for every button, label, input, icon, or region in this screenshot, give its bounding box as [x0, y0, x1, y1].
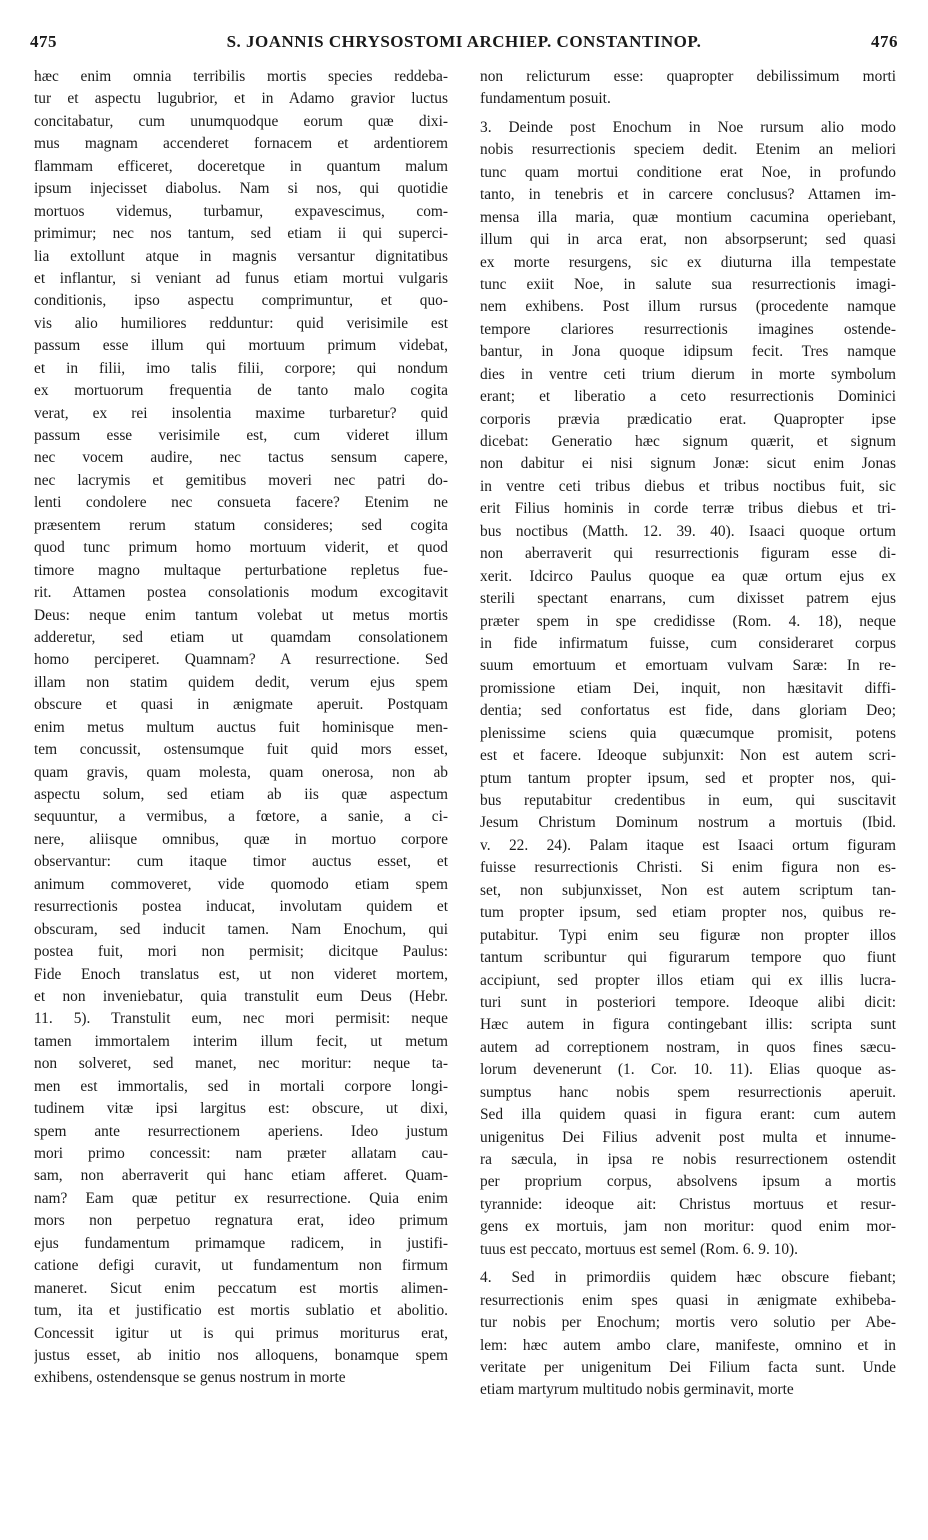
text-line: illum qui in arca erat, non absorpserunt; sed quasi — [480, 231, 896, 249]
text-line: unigenitus Dei Filius advenit post multa et innume- — [480, 1128, 896, 1146]
text-line: bantur, in Jona quoque idipsum fecit. Tres namque — [480, 343, 896, 361]
text-line: Fide Enoch translatus est, ut non videret mortem, — [34, 965, 448, 983]
left-column — [34, 66, 448, 1390]
text-line: v. 22. 24). Palam itaque est Isaaci ortum figuram — [480, 836, 896, 854]
text-line: obscure et quasi in ænigmate aperuit. Postquam — [34, 696, 448, 714]
page-number-right: 476 — [871, 32, 898, 51]
page-number-left: 475 — [30, 32, 57, 51]
text-line: observantur: cum itaque timor auctus esset, et — [34, 853, 448, 871]
text-line: non dabitur ei nisi signum Jonæ: sicut enim Jonas — [480, 455, 896, 473]
text-line: tunc exiit Noe, in salute sua resurrectionis imagi- — [480, 275, 896, 293]
text-line: nere, aliisque omnibus, quæ in mortuo corpore — [34, 830, 448, 848]
text-line: et non inveniebatur, quia transtulit eum Deus (Hebr. — [34, 987, 448, 1005]
text-line: bus reputabitur credentibus in eum, qui suscitavit — [480, 792, 896, 809]
text-line: tempore clariores resurrectionis imagines ostende- — [480, 320, 896, 338]
text-line: fuisse resurrectionis Christi. Si enim figura non es- — [480, 859, 896, 877]
text-line: lenti condolere nec consueta facere? Etenim ne — [34, 494, 448, 512]
text-line: nam? Eam quæ petitur ex resurrectione. Quia enim — [34, 1189, 448, 1207]
text-line: sam, non aberraverit qui hanc etiam afferet. Quam- — [34, 1167, 448, 1185]
text-line: sequuntur, a vermibus, a fœtore, a sanie, a ci- — [34, 808, 448, 826]
text-line: ejus fundamentum primamque radicem, in justifi- — [34, 1234, 448, 1252]
text-line: obscuram, sed inducit tamen. Nam Enochum, qui — [34, 920, 448, 938]
text-line: nem exhibens. Post illum rursus (procedente namque — [480, 298, 896, 316]
text-line: et in filii, imo talis filii, corpore; qui nondum — [34, 359, 448, 377]
text-line: exhibens, ostendensque se genus nostrum in morte — [34, 1369, 346, 1387]
text-line: tanto, in tenebris et in carcere conclusus? Attamen im- — [480, 186, 896, 204]
text-line: 4. Sed in primordiis quidem hæc obscure fiebant; — [480, 1269, 896, 1287]
text-line: plenissime sciens quia quæcumque promisit, potens — [480, 724, 896, 742]
text-line: 11. 5). Transtulit eum, nec mori permisit: neque — [34, 1010, 448, 1028]
text-line: corporis prævia prædicatio erat. Quapropter ipse — [480, 410, 896, 428]
text-line: tantum scribuntur qui figurarum tempore quo fiunt — [480, 949, 896, 967]
text-line: vis alio humiliores redduntur: quid verisimile est — [34, 314, 448, 332]
text-line: fundamentum posuit. — [480, 90, 611, 108]
text-line: postea fuit, mori non permisit; dicitque Paulus: — [34, 943, 448, 961]
text-line: in fide infirmatum fuisse, cum consideraret corpus — [480, 634, 896, 652]
text-line: verat, ex rei insolentia maxime turbaretur? quid — [34, 404, 448, 422]
text-line: non solveret, sed manet, nec moritur: neque ta- — [34, 1055, 448, 1073]
text-line: passum esse illum qui mortuum primum videbat, — [34, 337, 448, 355]
text-line: tunc quam mortui conditione erat Noe, in profundo — [480, 163, 896, 181]
text-line: est et facere. Ideoque subjunxit: Non est autem scri- — [480, 747, 896, 765]
text-line: Hæc autem in figura contingebant illis: scripta sunt — [480, 1016, 896, 1034]
text-line: mortuos videmus, turbamur, expavescimus, com- — [34, 202, 448, 220]
text-line: dies in ventre ceti trium dierum in morte symbolum — [480, 365, 896, 383]
text-line: quod tunc primum homo mortuum viderit, et quod — [34, 539, 448, 557]
text-line: erit Filius hominis in corde terræ tribus diebus et tri- — [480, 500, 896, 518]
text-line: enim metus multum auctus fuit hominisque men- — [34, 718, 448, 736]
text-line: Deus: neque enim tantum volebat ut metus mortis — [34, 606, 448, 624]
text-line: aspectu solum, sed etiam ab iis quæ aspectum — [34, 786, 448, 803]
text-line: illam non statim quidem dedit, verum ejus spem — [34, 673, 448, 691]
text-line: tur nobis per Enochum; mortis vero solutio per Abe- — [480, 1314, 896, 1332]
text-line: nobis resurrectionis speciem dedit. Etenim an meliori — [480, 141, 896, 159]
text-line: præsentem rerum statum consideres; sed cogita — [34, 516, 448, 534]
text-line: tuus est peccato, mortuus est semel (Rom. 6. 9. 10). — [480, 1240, 799, 1258]
text-line: ptum tantum propter ipsum, sed et propter nos, qui- — [480, 769, 896, 787]
text-line: xerit. Idcirco Paulus quoque ea quæ ortum ejus ex — [480, 567, 896, 585]
text-line: ipsum injecisset diabolus. Nam si nos, qui quotidie — [34, 180, 448, 198]
text-line: Jesum Christum Dominum nostrum a mortuis (Ibid. — [480, 814, 896, 832]
page-header — [30, 32, 898, 54]
text-line: gens ex mortuis, jam non moritur: quod enim mor- — [480, 1218, 896, 1236]
text-line: ex mortuorum frequentia de tanto malo cogita — [34, 382, 448, 400]
text-line: autem ad correptionem nostram, in quos fines sæcu- — [480, 1038, 896, 1056]
text-line: men est immortalis, sed in mortali corpore longi- — [34, 1077, 448, 1095]
text-line: tur et aspectu lugubrior, et in Adamo gravior luctus — [34, 90, 448, 108]
text-line: resurrectionis enim spes quasi in ænigmate exhibeba- — [480, 1291, 896, 1309]
text-line: rit. Attamen postea consolationis modum excogitavit — [34, 584, 448, 602]
text-line: passum esse verisimile est, cum videret illum — [34, 427, 448, 444]
text-line: mori primo concessit: nam præter allatam cau- — [34, 1145, 448, 1162]
text-line: tum, ita et justificatio est mortis sublatio et abolitio. — [34, 1302, 448, 1320]
text-line: etiam martyrum multitudo nobis germinavit, morte — [480, 1381, 794, 1399]
text-line: sterili spectant enarrans, cum dixisset patrem ejus — [480, 590, 896, 608]
text-line: spem ante resurrectionem aperiens. Ideo justum — [34, 1122, 448, 1140]
text-line: conditionis, ipso aspectu comprimuntur, et quo- — [34, 292, 448, 310]
text-line: putabitur. Typi enim seu figuræ non propter illos — [480, 926, 896, 944]
text-line: nec lacrymis et gemitibus moveri nec patri do- — [34, 471, 448, 489]
text-line: flammam efficeret, doceretque in quantum malum — [34, 157, 448, 175]
right-column — [480, 66, 896, 1402]
text-line: ra sæcula, in ipsa re nobis resurrectionem ostendit — [480, 1151, 896, 1168]
text-line: mensa illa maria, quæ montium cacumina operiebant, — [480, 208, 896, 226]
text-line: hæc enim omnia terribilis mortis species reddeba- — [34, 68, 448, 85]
text-line: non relicturum esse: quapropter debilissimum morti — [480, 68, 896, 85]
text-line: animum commoveret, vide quomodo etiam spem — [34, 875, 448, 893]
text-line: nec vocem audire, nec tactus sensum capere, — [34, 449, 448, 467]
text-line: per proprium corpus, absolvens ipsum a mortis — [480, 1173, 896, 1191]
text-line: in ventre ceti tribus diebus et tribus noctibus fuit, sic — [480, 477, 896, 495]
text-line: Sed illa quidem quasi in figura erant: cum autem — [480, 1106, 896, 1124]
text-line: lia extollunt atque in magnis versantur dignitatibus — [34, 247, 448, 265]
running-title: S. JOANNIS CHRYSOSTOMI ARCHIEP. CONSTANTINOP. — [226, 32, 702, 51]
text-line: præter spem in spe credidisse (Rom. 4. 18), neque — [480, 612, 896, 630]
text-line: adderetur, sed etiam ut quamdam consolationem — [34, 628, 448, 646]
text-line: lem: hæc autem ambo clare, manifeste, omnino et in — [480, 1336, 896, 1354]
text-line: lorum devenerunt (1. Cor. 10. 11). Elias quoque as- — [480, 1061, 896, 1079]
text-line: promissione etiam Dei, inquit, non hæsitavit diffi- — [480, 679, 896, 697]
text-line: Concessit igitur ut is qui primus moriturus erat, — [34, 1324, 448, 1342]
text-line: veritate per unigenitum Dei Filium facta sunt. Unde — [480, 1358, 896, 1376]
text-line: mors non perpetuo regnatura erat, ideo primum — [34, 1212, 448, 1230]
text-line: resurrectionis postea inducat, involutam quidem et — [34, 898, 448, 916]
text-line: dentia; sed confortatus est fide, dans gloriam Deo; — [480, 702, 896, 720]
text-line: tamen immortalem interim illum fecit, ut metum — [34, 1032, 448, 1050]
text-line: quam gravis, quam molesta, quam onerosa, non ab — [34, 763, 448, 781]
text-line: tem concussit, ostensumque fuit quid mors esset, — [34, 741, 448, 759]
text-line: erant; et liberatio a ceto resurrectionis Dominici — [480, 388, 896, 406]
text-line: homo perciperet. Quamnam? A resurrectione. Sed — [34, 651, 448, 669]
text-line: bus noctibus (Matth. 12. 39. 40). Isaaci quoque ortum — [480, 522, 896, 540]
text-line: tudinem vitæ ipsi largitus est: obscure, ut dixi, — [34, 1100, 448, 1118]
text-line: primimur; nec nos tantum, sed etiam ii qui superci- — [34, 225, 448, 243]
text-line: suum emortuum et emortuam vulvam Saræ: In re- — [480, 657, 896, 675]
text-line: mus magnam accenderet fornacem et ardentiorem — [34, 135, 448, 153]
text-line: set, non subjunxisset, Non est autem scriptum tan- — [480, 881, 896, 899]
text-line: dicebat: Generatio hæc signum quærit, et signum — [480, 433, 896, 450]
text-line: 3. Deinde post Enochum in Noe rursum alio modo — [480, 118, 896, 136]
text-line: concitabatur, cum unumquodque eorum quæ dixi- — [34, 112, 448, 130]
text-line: et inflantur, si veniant ad funus etiam mortui vulgaris — [34, 269, 448, 287]
text-line: justus esset, ab initio nos alloquens, bonamque spem — [34, 1346, 448, 1364]
text-line: non aberraverit qui resurrectionis figuram esse di- — [480, 545, 896, 563]
text-line: tyrannide: ideoque ait: Christus mortuus et resur- — [480, 1195, 896, 1213]
text-line: accipiunt, sed propter illos etiam qui ex illis lucra- — [480, 971, 896, 989]
text-line: turi sunt in posteriori tempore. Ideoque alibi dicit: — [480, 993, 896, 1011]
text-line: maneret. Sicut enim peccatum est mortis alimen- — [34, 1279, 448, 1297]
text-line: ex morte resurgens, sic ex diuturna illa tempestate — [480, 253, 896, 271]
text-line: sumptus hanc nobis spem resurrectionis aperuit. — [480, 1083, 896, 1101]
text-line: timore magno multaque perturbatione repletus fue- — [34, 561, 448, 579]
text-line: catione defigi curavit, ut fundamentum non firmum — [34, 1257, 448, 1275]
text-line: tum propter ipsum, sed etiam propter nos, quibus re- — [480, 904, 896, 922]
